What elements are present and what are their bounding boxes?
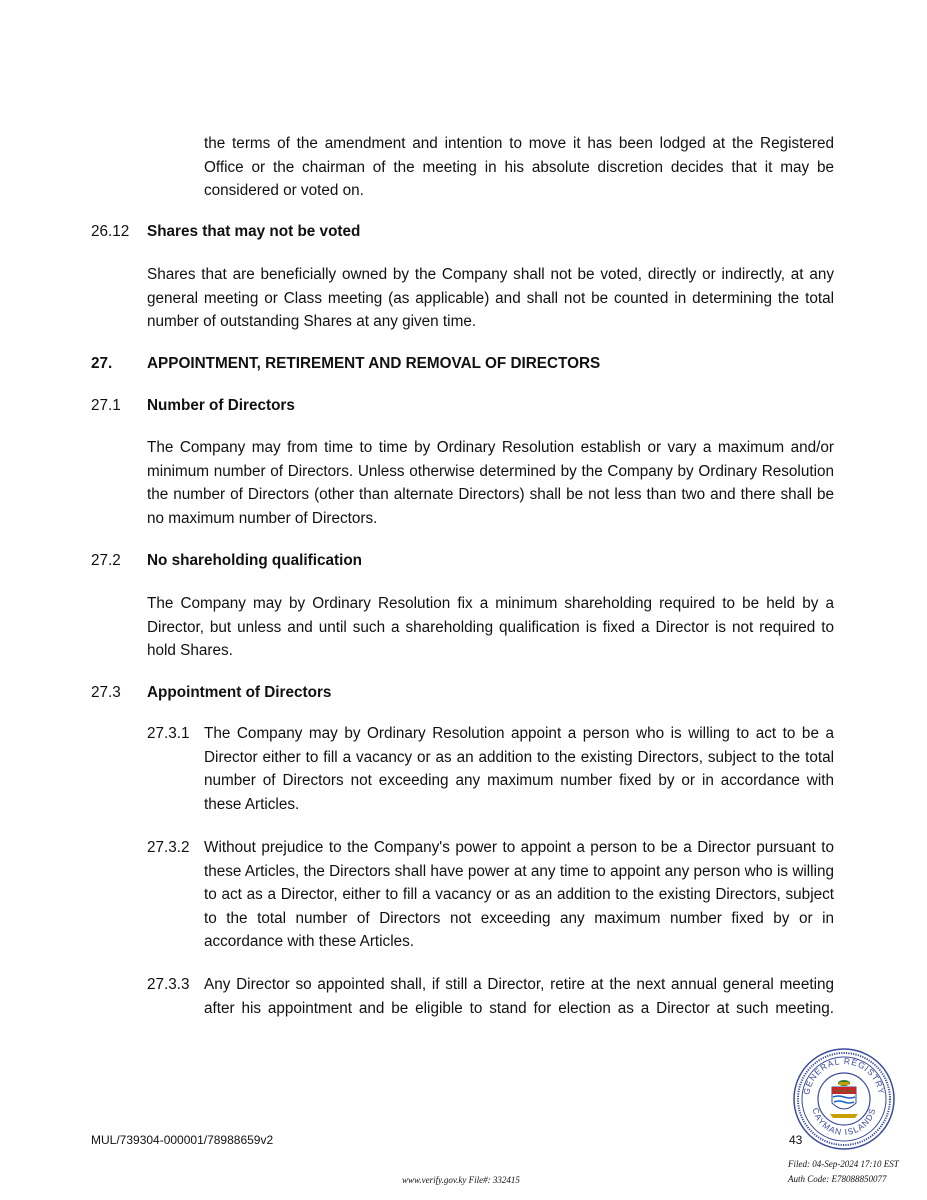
- item-27-3-3-number: 27.3.3: [147, 976, 190, 993]
- filed-date: Filed: 04-Sep-2024 17:10 EST: [788, 1159, 899, 1169]
- section-27-1-title: Number of Directors: [147, 397, 295, 414]
- section-27-1-body: The Company may from time to time by Ordinary Resolution establish or vary a maximum and/or minimum number of Directors. Unless otherwise determined by the Company by Ordinary Resolution the number of Directors (other than alternate Directors) shall be not less than two and there shall be no maximum number of Directors.: [147, 439, 834, 527]
- general-registry-seal: [792, 1047, 896, 1151]
- verify-line: www.verify.gov.ky File#: 332415: [402, 1175, 520, 1185]
- filing-stamp: [788, 1157, 899, 1187]
- auth-code: Auth Code: E78088850077: [788, 1174, 887, 1184]
- section-26-12-body: Shares that are beneficially owned by the Company shall not be voted, directly or indirectly, at any general meeting or Class meeting (as applicable) and shall not be counted in determining the total number of outstanding Shares at any given time.: [147, 266, 834, 330]
- document-reference: MUL/739304-000001/78988659v2: [91, 1133, 274, 1147]
- section-26-12-title: Shares that may not be voted: [147, 223, 361, 240]
- item-27-3-1-body: The Company may by Ordinary Resolution appoint a person who is willing to act to be a Director either to fill a vacancy or as an addition to the existing Directors, subject to the total number of Directors not exceeding any maximum number fixed by or in accordance with these Articles.: [204, 725, 834, 813]
- item-27-3-1-number: 27.3.1: [147, 725, 190, 742]
- seal-top-text: GENERAL REGISTRY: [801, 1055, 887, 1096]
- section-27-2-number: 27.2: [91, 552, 121, 569]
- section-27-2-title: No shareholding qualification: [147, 552, 363, 569]
- item-27-3-2-number: 27.3.2: [147, 839, 190, 856]
- seal-icon: [792, 1047, 896, 1151]
- section-27-2-body: The Company may by Ordinary Resolution fix a minimum shareholding required to be held by a Director, but unless and until such a shareholding qualification is fixed a Director is not required to hold Shares.: [147, 595, 834, 659]
- section-27-3-title: Appointment of Directors: [147, 684, 332, 701]
- intro-paragraph: the terms of the amendment and intention to move it has been lodged at the Registered Office or the chairman of the meeting in his absolute discretion decides that it may be considered or voted on.: [204, 135, 834, 199]
- section-27-title: APPOINTMENT, RETIREMENT AND REMOVAL OF DIRECTORS: [147, 355, 601, 372]
- seal-bottom-text: CAYMAN ISLANDS: [810, 1106, 878, 1138]
- coat-of-arms-icon: [830, 1080, 858, 1118]
- item-27-3-3-body: Any Director so appointed shall, if still a Director, retire at the next annual general meeting after his appointment and be eligible to stand for election as a Director at such meeting.: [204, 976, 834, 1017]
- section-27-number: 27.: [91, 355, 113, 372]
- page-number: 43: [789, 1133, 803, 1147]
- section-27-3-number: 27.3: [91, 684, 121, 701]
- item-27-3-2-body: Without prejudice to the Company's power to appoint a person to be a Director pursuant to these Articles, the Directors shall have power at any time to appoint any person who is willing to act as a Director, either to fill a vacancy or as an addition to the existing Directors, subject to the total number of Directors not exceeding any maximum number fixed by or in accordance with these Articles.: [204, 839, 834, 950]
- section-27-1-number: 27.1: [91, 397, 121, 414]
- section-26-12-number: 26.12: [91, 223, 130, 240]
